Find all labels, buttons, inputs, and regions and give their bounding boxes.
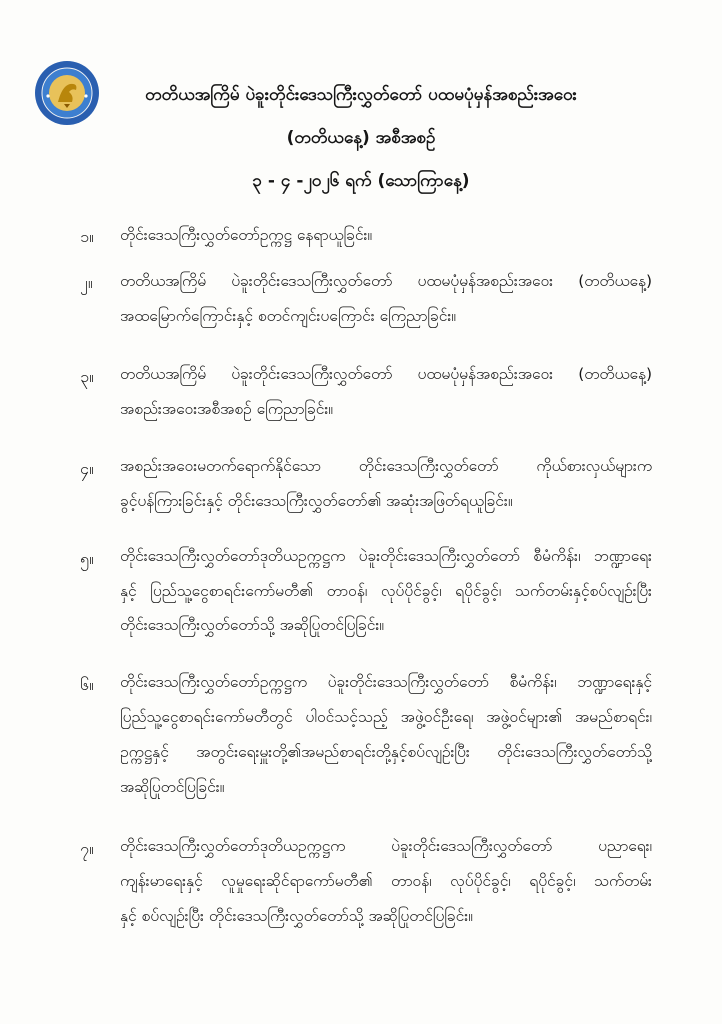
item-text-line: နှင့် ပြည်သူ့ငွေစာရင်းကော်မတီ၏ တာဝန်၊ လုပ်ပိုင်ခွင့်၊ ရပိုင်ခွင့်၊ သက်တမ်းနှင့်စပ်လျဉ်းပြီး — [120, 582, 652, 600]
item-number: ၅။ — [80, 549, 94, 568]
item-text-line: ခွင့်ပန်ကြားခြင်းနှင့် တိုင်းဒေသကြီးလွှတ်တော်၏ အဆုံးအဖြတ်ရယူခြင်း။ — [120, 492, 513, 510]
item-number: ၆။ — [80, 675, 94, 694]
item-text-line: အစည်းအဝေးအစီအစဉ် ကြေညာခြင်း။ — [120, 400, 333, 418]
agenda-subtitle: (တတိယနေ့) အစီအစဉ် — [286, 128, 436, 148]
meeting-title: တတိယအကြိမ် ပဲခူးတိုင်းဒေသကြီးလွှတ်တော် ပထမပုံမှန်အစည်းအဝေး — [145, 85, 577, 105]
item-text-line: နှင့် စပ်လျဉ်းပြီး တိုင်းဒေသကြီးလွှတ်တော်သို့ အဆိုပြုတင်ပြခြင်း။ — [120, 907, 473, 925]
item-text-line: တိုင်းဒေသကြီးလွှတ်တော်ဒုတိယဥက္ကဋ္ဌက ပဲခူးတိုင်းဒေသကြီးလွှတ်တော် ပညာရေး၊ — [120, 837, 652, 855]
item-text-line: ပြည်သူ့ငွေစာရင်းကော်မတီတွင် ပါဝင်သင့်သည့် အဖွဲ့ဝင်ဦးရေ၊ အဖွဲ့ဝင်များ၏ အမည်စာရင်း၊ — [120, 708, 652, 726]
item-text-line: တိုင်းဒေသကြီးလွှတ်တော်သို့ အဆိုပြုတင်ပြခြင်း။ — [120, 616, 384, 634]
item-text-line: ကျန်းမာရေးနှင့် လူမှုရေးဆိုင်ရာကော်မတီ၏ တာဝန်၊ လုပ်ပိုင်ခွင့်၊ ရပိုင်ခွင့်၊ သက်တမ်း — [120, 872, 652, 890]
item-text-line: တတိယအကြိမ် ပဲခူးတိုင်းဒေသကြီးလွှတ်တော် ပထမပုံမှန်အစည်းအဝေး (တတိယနေ့) — [120, 365, 652, 383]
item-text-line: အစည်းအဝေးမတက်ရောက်နိုင်သော တိုင်းဒေသကြီးလွှတ်တော် ကိုယ်စားလှယ်များက — [120, 457, 652, 475]
item-text-line: အထမြောက်ကြောင်းနှင့် စတင်ကျင်းပကြောင်း ကြေညာခြင်း။ — [120, 307, 456, 325]
item-number: ၃။ — [80, 367, 94, 386]
item-text-line: ဥက္ကဋ္ဌနှင့် အတွင်းရေးမှူးတို့၏အမည်စာရင်းတို့နှင့်စပ်လျဉ်းပြီး တိုင်းဒေသကြီးလွှတ်တော်သို့ — [120, 743, 652, 761]
item-text-line: အဆိုပြုတင်ပြခြင်း။ — [120, 778, 225, 796]
item-number: ၄။ — [80, 459, 94, 478]
meeting-date: ၃ - ၄ -၂၀၂၆ ရက် (သောကြာနေ့) — [252, 171, 470, 191]
item-number: ၁။ — [80, 227, 94, 246]
item-text-line: တိုင်းဒေသကြီးလွှတ်တော်ဥက္ကဋ္ဌ နေရာယူခြင်း။ — [120, 226, 373, 244]
item-text-line: တိုင်းဒေသကြီးလွှတ်တော်ဥက္ကဋ္ဌက ပဲခူးတိုင်းဒေသကြီးလွှတ်တော် စီမံကိန်း၊ ဘဏ္ဍာရေးနှင့် — [120, 673, 652, 691]
item-number: ၂။ — [80, 273, 93, 292]
item-text-line: တိုင်းဒေသကြီးလွှတ်တော်ဒုတိယဥက္ကဋ္ဌက ပဲခူးတိုင်းဒေသကြီးလွှတ်တော် စီမံကိန်း၊ ဘဏ္ဍာရေး — [120, 547, 652, 565]
item-text-line: တတိယအကြိမ် ပဲခူးတိုင်းဒေသကြီးလွှတ်တော် ပထမပုံမှန်အစည်းအဝေး (တတိယနေ့) — [120, 272, 652, 290]
item-number: ၇။ — [80, 839, 94, 858]
